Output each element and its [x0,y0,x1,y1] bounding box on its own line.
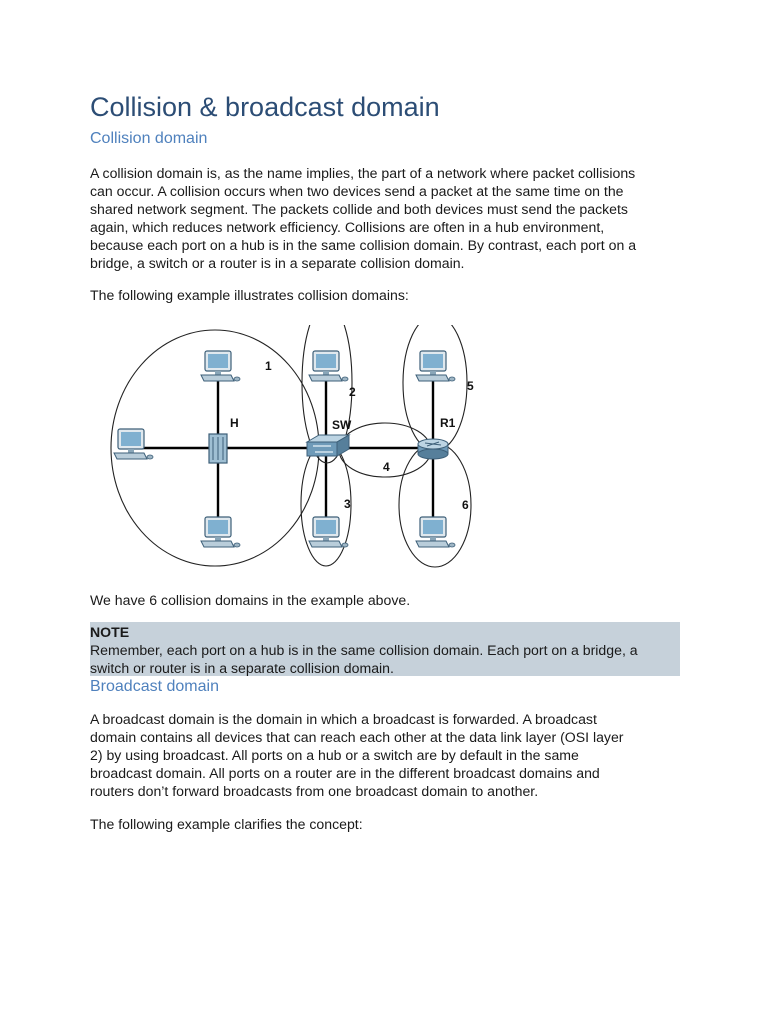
domain-number-2: 2 [349,385,356,399]
pc-icon [201,517,240,547]
pc-icon [114,429,153,459]
router-icon [418,439,448,459]
domain-number-6: 6 [462,498,469,512]
switch-label: SW [332,418,352,432]
collision-summary: We have 6 collision domains in the example above. [90,592,411,608]
paragraph-line: 2) by using broadcast. All ports on a hub or a switch are by default in the same [90,747,579,763]
pc-icon [416,351,455,381]
collision-domain-paragraph [90,164,680,272]
collision-domain-diagram [105,325,505,575]
paragraph-line: A broadcast domain is the domain in which a broadcast is forwarded. A broadcast [90,711,597,727]
note-line: Remember, each port on a hub is in the same collision domain. Each port on a bridge, a [90,642,638,658]
router-label: R1 [440,416,456,430]
paragraph-line: shared network segment. The packets collide and both devices must send the packets [90,201,628,217]
paragraph-line: bridge, a switch or a router is in a separate collision domain. [90,255,465,271]
hub-icon [209,434,227,463]
domain-number-3: 3 [344,497,351,511]
page-title: Collision & broadcast domain [90,92,440,122]
pc-icon [309,351,348,381]
pc-icon [309,517,348,547]
paragraph-line: again, which reduces network efficiency. Collisions are often in a hub environment, [90,219,605,235]
paragraph-line: because each port on a hub is in the same collision domain. By contrast, each port on a [90,237,637,253]
pc-icon [201,351,240,381]
collision-domain-outlines [111,325,471,567]
domain-number-1: 1 [265,359,272,373]
note-label: NOTE [90,624,130,640]
domain-number-4: 4 [383,460,390,474]
domain-number-5: 5 [467,379,474,393]
paragraph-line: can occur. A collision occurs when two devices send a packet at the same time on the [90,183,624,199]
note-text [90,623,680,677]
paragraph-line: routers don’t forward broadcasts from one broadcast domain to another. [90,783,539,799]
domain-5-outline [403,325,467,451]
collision-domain-heading: Collision domain [90,130,208,147]
switch-icon [307,435,349,456]
domain-6-outline [399,443,471,567]
collision-example-intro: The following example illustrates collision domains: [90,287,409,303]
broadcast-domain-heading: Broadcast domain [90,678,219,695]
paragraph-line: A collision domain is, as the name implies, the part of a network where packet collisions [90,165,636,181]
hub-label: H [230,416,239,430]
pc-icon [416,517,455,547]
note-line: switch or router is in a separate collision domain. [90,660,394,676]
network-links [135,373,433,525]
note-box [90,622,680,676]
paragraph-line: domain contains all devices that can reach each other at the data link layer (OSI layer [90,729,624,745]
broadcast-domain-paragraph [90,710,680,800]
paragraph-line: broadcast domain. All ports on a router are in the different broadcast domains and [90,765,600,781]
broadcast-example-intro: The following example clarifies the concept: [90,816,363,832]
